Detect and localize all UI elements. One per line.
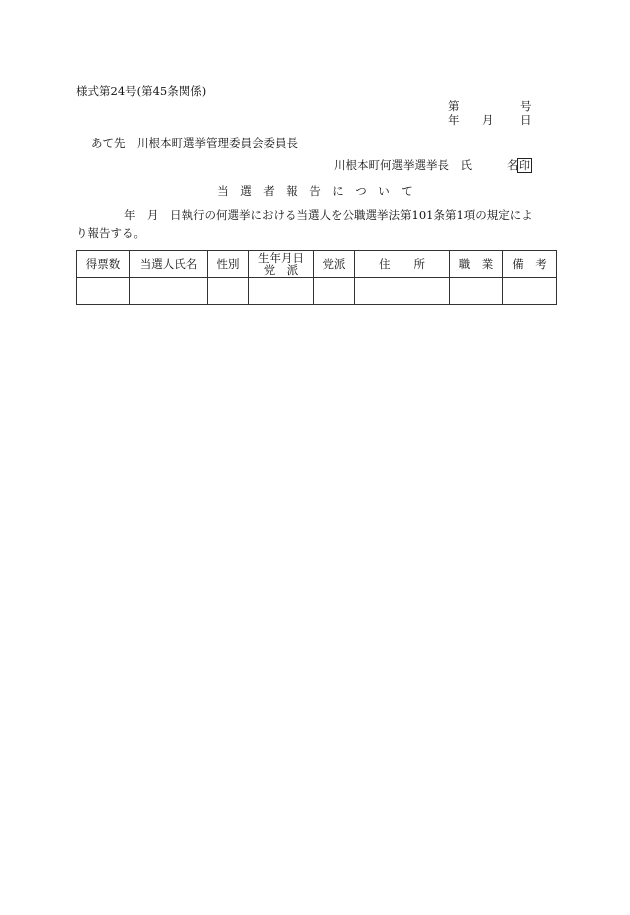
sender: 川根本町何選挙選挙長 氏 xyxy=(334,158,472,172)
header-address: 住 所 xyxy=(355,251,450,278)
body-text-line1: 年 月 日執行の何選挙における当選人を公職選挙法第101条第1項の規定によ xyxy=(124,208,533,222)
document-title: 当 選 者 報 告 に つ い て xyxy=(217,184,413,198)
seal-mark: 印 xyxy=(519,159,530,172)
cell-winner-name[interactable] xyxy=(130,278,208,305)
header-birthdate xyxy=(249,251,314,278)
date-day: 日 xyxy=(520,113,532,127)
cell-occupation[interactable] xyxy=(450,278,503,305)
form-label: 様式第24号(第45条関係) xyxy=(76,84,207,98)
header-gender: 性別 xyxy=(208,251,249,278)
cell-birthdate[interactable] xyxy=(249,278,314,305)
table-row xyxy=(77,278,557,305)
cell-gender[interactable] xyxy=(208,278,249,305)
cell-votes[interactable] xyxy=(77,278,130,305)
header-votes: 得票数 xyxy=(77,251,130,278)
number-prefix: 第 xyxy=(448,99,460,113)
header-remarks: 備 考 xyxy=(503,251,557,278)
table-header-row xyxy=(77,251,557,278)
cell-party[interactable] xyxy=(314,278,355,305)
header-birthdate-line1: 生年月日 xyxy=(258,250,304,265)
header-birthdate-line2: 党 派 xyxy=(263,263,299,277)
recipient: あて先 川根本町選挙管理委員会委員長 xyxy=(91,136,298,150)
header-party: 党派 xyxy=(314,251,355,278)
header-occupation: 職 業 xyxy=(450,251,503,278)
date-month: 月 xyxy=(482,113,494,127)
cell-address[interactable] xyxy=(355,278,450,305)
cell-remarks[interactable] xyxy=(503,278,557,305)
number-suffix: 号 xyxy=(520,99,532,113)
sender-name-label: 名 xyxy=(507,158,519,172)
body-text-line2: り報告する。 xyxy=(76,226,145,240)
header-winner-name: 当選人氏名 xyxy=(130,251,208,278)
winner-report-table xyxy=(76,250,557,305)
date-year: 年 xyxy=(448,113,460,127)
